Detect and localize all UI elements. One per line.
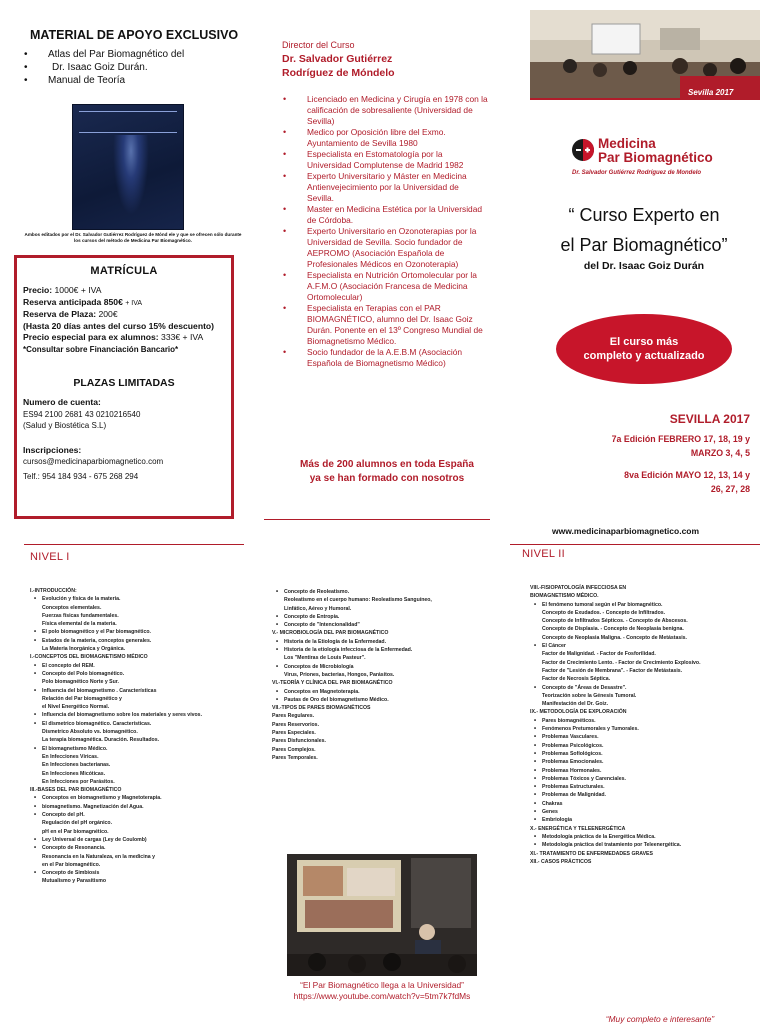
syllabus-item: Resonancia en la Naturaleza, en la medicina y <box>42 853 156 860</box>
credentials-list <box>282 94 488 369</box>
syllabus-item: En Infecciones Víricas. <box>42 753 99 760</box>
syllabus-item: • El fenómeno tumoral según el Par biomagnético. <box>530 601 760 609</box>
matricula-title: MATRÍCULA <box>90 265 158 277</box>
lecture-photo <box>287 854 477 976</box>
credential-item: • Experto Universitario en Ozonoterapias por la Universidad de Sevilla. Socio fundador de AEPROMO (Asociación Española de Profesionales Médicos en Ozonoterapia) <box>282 226 488 270</box>
syllabus-item: • Conceptos de Microbiología <box>272 663 492 671</box>
credential-item: • Experto Universitario y Máster en Medicina Antienvejecimiento por la Universidad de Sevilla. <box>282 171 488 204</box>
material-item: • Manual de Teoría <box>20 74 184 87</box>
syllabus-item: Mutualismo y Parasitismo <box>42 878 106 885</box>
nivel-1-heading: NIVEL I <box>30 551 70 563</box>
syllabus-heading: X.- ENERGÉTICA Y TELEENERGÉTICA <box>530 825 626 832</box>
syllabus-heading: VII.-TIPOS DE PARES BIOMAGNÉTICOS <box>272 705 371 712</box>
nivel-1-syllabus-col1 <box>30 587 270 886</box>
syllabus-item: Fuerzas físicas fundamentales. <box>42 612 119 619</box>
syllabus-item: Factor de Crecimiento Lento. - Factor de Crecimiento Explosivo. <box>542 659 701 666</box>
syllabus-item: En Infecciones Micóticas. <box>42 770 106 777</box>
syllabus-item: Concepto de Displasia. - Concepto de Neoplasia benigna. <box>542 626 684 633</box>
matricula-box <box>14 255 234 519</box>
edition-7-dates: 7a Edición FEBRERO 17, 18, 19 y MARZO 3, 4, 5 <box>611 434 750 458</box>
syllabus-item: • Concepto de "Áreas de Desastre". <box>530 684 760 692</box>
credential-item: • Especialista en Terapias con el PAR BIOMAGNÉTICO, alumno del Dr. Isaac Goiz Durán. Ponente en el 13º Congreso Mundial de Biomagnetismo Médico. <box>282 303 488 347</box>
book-caption: Ambos editados por el Dr. Salvador Gutiérrez Rodríguez de Mónd ele y que se ofrecen sólo durante los cursos del método de Medicina Par Biomagnético. <box>24 232 242 243</box>
syllabus-heading: VIII.-FISIOPATOLOGÍA INFECCIOSA EN <box>530 585 627 591</box>
syllabus-item: • Concepto de "Intencionalidad" <box>272 621 492 629</box>
syllabus-heading: V.- MICROBIOLOGÍA DEL PAR BIOMAGNÉTICO <box>272 630 389 637</box>
syllabus-item: • Chakras <box>530 800 760 808</box>
atlas-book-image <box>72 104 184 230</box>
syllabus-item: • El polo biomagnético y el Par biomagnético. <box>30 628 270 636</box>
syllabus-item: Linfático, Aéreo y Humoral. <box>284 605 352 612</box>
syllabus-heading: BIOMAGNETISMO MÉDICO. <box>530 593 599 600</box>
logo-title: Medicina Par Biomagnético <box>598 136 713 165</box>
ex-alumni-line: Precio especial para ex alumnos: 333€ + IVA <box>23 332 204 342</box>
syllabus-heading: I.-CONCEPTOS DEL BIOMAGNETISMO MÉDICO <box>30 654 148 661</box>
alumni-note: Más de 200 alumnos en toda España ya se han formado con nosotros <box>300 459 474 484</box>
syllabus-item: En Infecciones por Parásitos. <box>42 778 115 785</box>
syllabus-item: • Embriología <box>530 816 760 824</box>
video-caption: “El Par Biomagnético llega a la Universidad” https://www.youtube.com/watch?v=5tm7k7fdMs <box>268 980 496 1002</box>
syllabus-item: • Metodología práctica de la Energética Médica. <box>530 833 760 841</box>
account-holder: (Salud y Biostética S.L) <box>23 420 107 430</box>
website-link[interactable]: www.medicinaparbiomagnetico.com <box>552 526 700 536</box>
director-label: Director del Curso <box>282 40 355 50</box>
photo-label: Sevilla 2017 <box>688 88 734 97</box>
syllabus-item: • Problemas de Malignidad. <box>530 791 760 799</box>
syllabus-item: Dismetrico Absoluto vs. biomagnético. <box>42 729 138 736</box>
syllabus-item: • Problemas Hormonales. <box>530 767 760 775</box>
syllabus-item: Conceptos elementales. <box>42 604 102 611</box>
material-list <box>20 48 184 87</box>
syllabus-heading: Pares Regulares. <box>272 713 315 720</box>
course-title: “ Curso Experto en el Par Biomagnético” <box>560 205 728 255</box>
divider <box>264 519 490 520</box>
syllabus-heading: I.-INTRODUCCIÓN: <box>30 588 77 594</box>
syllabus-item: • Concepto de Simbiosis <box>30 869 270 877</box>
syllabus-item: • Historia de la Etiología de la Enfermedad. <box>272 638 492 646</box>
syllabus-heading: Pares Especiales. <box>272 730 316 737</box>
credential-item: • Especialista en Estomatología por la Universidad Complutense de Madrid 1982 <box>282 149 488 171</box>
divider <box>24 544 244 545</box>
syllabus-heading: Pares Temporales. <box>272 754 318 761</box>
plazas-limitadas: PLAZAS LIMITADAS <box>73 377 175 389</box>
syllabus-item: • Problemas Psicológicos. <box>530 742 760 750</box>
contact-phone[interactable]: Telf.: 954 184 934 - 675 268 294 <box>23 472 139 481</box>
syllabus-heading: III.-BASES DEL PAR BIOMAGNÉTICO <box>30 787 122 794</box>
syllabus-item: Teorización sobre la Génesis Tumoral. <box>542 692 637 699</box>
syllabus-item: • Pares biomagnéticos. <box>530 717 760 725</box>
syllabus-item: Física elemental de la materia. <box>42 621 117 628</box>
sevilla-heading: SEVILLA 2017 <box>669 412 750 426</box>
syllabus-item: • Influencia del biomagnetismo sobre los materiales y seres vivos. <box>30 711 270 719</box>
syllabus-item: Factor de "Lesión de Membrana". - Factor de Metástasis. <box>542 667 683 674</box>
syllabus-item: Reoleatismo en el cuerpo humano: Reoleatismo Sanguíneo, <box>284 597 432 604</box>
highlight-oval: El curso más completo y actualizado <box>556 314 732 384</box>
syllabus-heading: Pares Disfuncionales. <box>272 738 326 745</box>
syllabus-item: Manifestación del Dr. Goiz. <box>542 701 609 708</box>
syllabus-item: Regulación del pH orgánico. <box>42 820 113 827</box>
testimonial-quote: “Muy completo e interesante” <box>605 1014 715 1024</box>
syllabus-item: • Problemas Estructurales. <box>530 783 760 791</box>
syllabus-item: Virus, Priones, bacterias, Hongos, Parásitos. <box>284 671 395 678</box>
syllabus-item: Polo biomagnético Norte y Sur. <box>42 679 119 686</box>
syllabus-item: • Problemas Vasculares. <box>530 733 760 741</box>
syllabus-item: Concepto de Neoplasia Maligna. - Concepto de Metástasis. <box>542 634 687 641</box>
syllabus-item: • Problemas Emocionales. <box>530 758 760 766</box>
syllabus-item: Factor de Malignidad. - Factor de Fosforilidad. <box>542 651 656 658</box>
syllabus-item: • El dismetrico biomagnético. Características. <box>30 720 270 728</box>
course-subtitle: del Dr. Isaac Goiz Durán <box>583 260 705 272</box>
price-line: Precio: 1000€ + IVA <box>23 285 102 295</box>
syllabus-item: En Infecciones bacterianas. <box>42 762 111 769</box>
credential-item: • Master en Medicina Estética por la Universidad de Córdoba. <box>282 204 488 226</box>
logo-icon <box>571 138 595 162</box>
syllabus-item: • Pautas de Oro del biomagnetismo Médico. <box>272 696 492 704</box>
credential-item: • Licenciado en Medicina y Cirugía en 1978 con la calificación de sobresaliente (Universidad de Sevilla) <box>282 94 488 127</box>
syllabus-item: en el Par biomagnético. <box>42 861 101 868</box>
syllabus-item: • biomagnetismo. Magnetización del Agua. <box>30 803 270 811</box>
inscriptions-label: Inscripciones: <box>23 444 82 455</box>
logo-subtitle: Dr. Salvador Gutiérrez Rodríguez de Mondelo <box>572 170 702 176</box>
syllabus-item: • Genes <box>530 808 760 816</box>
syllabus-item: • Concepto de Reoleatismo. <box>272 588 492 596</box>
syllabus-item: La terapia biomagnética. Duración. Resultados. <box>42 737 160 744</box>
credential-item: • Especialista en Nutrición Ortomolecular por la A.F.M.O (Asociación Francesa de Medicina Ortomolecular) <box>282 270 488 303</box>
photo-band <box>530 98 760 100</box>
reserva-line: Reserva anticipada 850€ + IVA <box>23 296 143 307</box>
syllabus-item: • Fenómenos Pretumorales y Tumorales. <box>530 725 760 733</box>
nivel-1-syllabus-col2 <box>272 588 492 762</box>
material-item: • Dr. Isaac Goiz Durán. <box>20 61 184 74</box>
syllabus-heading: Pares Complejos. <box>272 746 316 753</box>
discount-line: (Hasta 20 días antes del curso 15% descuento) <box>23 320 215 331</box>
syllabus-item: • Concepto de Resonancia. <box>30 844 270 852</box>
syllabus-item: La Materia Inorgánica y Orgánica. <box>42 646 126 653</box>
syllabus-item: • Conceptos en Magnetoterapia. <box>272 688 492 696</box>
nivel-2-heading: NIVEL II <box>522 548 565 560</box>
syllabus-heading: VI.-TEORÍA Y CLÍNICA DEL PAR BIOMAGNÉTICO <box>272 680 393 687</box>
syllabus-item: • Metodología práctica del tratamiento por Teleenergética. <box>530 841 760 849</box>
material-title: MATERIAL DE APOYO EXCLUSIVO <box>30 28 239 42</box>
syllabus-item: • Conceptos en biomagnetismo y Magnetoterapia. <box>30 794 270 802</box>
account-label: Numero de cuenta: <box>23 397 101 407</box>
credential-item: • Medico por Oposición libre del Exmo. Ayuntamiento de Sevilla 1980 <box>282 127 488 149</box>
nivel-2-syllabus <box>530 584 760 866</box>
syllabus-item: • Influencia del biomagnetismo . Características <box>30 687 270 695</box>
syllabus-item: Factor de Necrosis Séptica. <box>542 676 611 683</box>
syllabus-item: Relación del Par biomagnético y <box>42 695 122 702</box>
syllabus-item: • Concepto de Entropía. <box>272 613 492 621</box>
syllabus-item: • Evolución y física de la materia. <box>30 595 270 603</box>
classroom-photo <box>530 10 760 98</box>
syllabus-heading: XI.- TRATAMIENTO DE ENFERMEDADES GRAVES <box>530 850 653 857</box>
syllabus-item: • El Cáncer <box>530 642 760 650</box>
syllabus-item: el Nivel Energético Normal. <box>42 704 110 711</box>
syllabus-item: • Estados de la materia, conceptos generales. <box>30 637 270 645</box>
director-name: Dr. Salvador Gutiérrez Rodríguez de Móndelo <box>282 53 395 79</box>
syllabus-item: • El biomagnetismo Médico. <box>30 745 270 753</box>
syllabus-item: • Problemas Sofíológicos. <box>530 750 760 758</box>
plaza-line: Reserva de Plaza: 200€ <box>23 309 118 319</box>
syllabus-item: pH en el Par biomagnético. <box>42 828 109 835</box>
financing-note: *Consultar sobre Financiación Bancario* <box>23 344 179 354</box>
syllabus-item: • Concepto del Polo biomagnético. <box>30 670 270 678</box>
divider <box>510 544 760 545</box>
syllabus-heading: XII.- CASOS PRÁCTICOS <box>530 858 592 865</box>
syllabus-heading: Pares Reservorios. <box>272 721 320 728</box>
syllabus-item: • Historia de la etiología infecciosa de la Enfermedad. <box>272 646 492 654</box>
material-item: • Atlas del Par Biomagnético del <box>20 48 184 61</box>
syllabus-item: Concepto de Exudados. - Concepto de Infiltrados. <box>542 609 666 616</box>
syllabus-item: • El concepto del REM. <box>30 662 270 670</box>
video-link[interactable]: https://www.youtube.com/watch?v=5tm7k7fdMs <box>293 991 471 1001</box>
contact-email[interactable]: cursos@medicinaparbiomagnetico.com <box>23 457 164 466</box>
account-number: ES94 2100 2681 43 0210216540 <box>23 409 141 419</box>
syllabus-heading: IX.- METODOLOGÍA DE EXPLORACIÓN <box>530 709 627 716</box>
syllabus-item: • Concepto del pH. <box>30 811 270 819</box>
edition-8-dates: 8va Edición MAYO 12, 13, 14 y 26, 27, 28 <box>624 470 750 494</box>
syllabus-item: • Problemas Tóxicos y Carenciales. <box>530 775 760 783</box>
syllabus-item: Concepto de Infiltrados Sépticos. - Concepto de Abscesos. <box>542 618 688 625</box>
credential-item: • Socio fundador de la A.E.B.M (Asociación Española de Biomagnetismo Médico) <box>282 347 488 369</box>
syllabus-item: • Ley Universal de cargas (Ley de Coulomb) <box>30 836 270 844</box>
syllabus-item: Los "Mentiras de Louis Pasteur". <box>284 655 366 662</box>
